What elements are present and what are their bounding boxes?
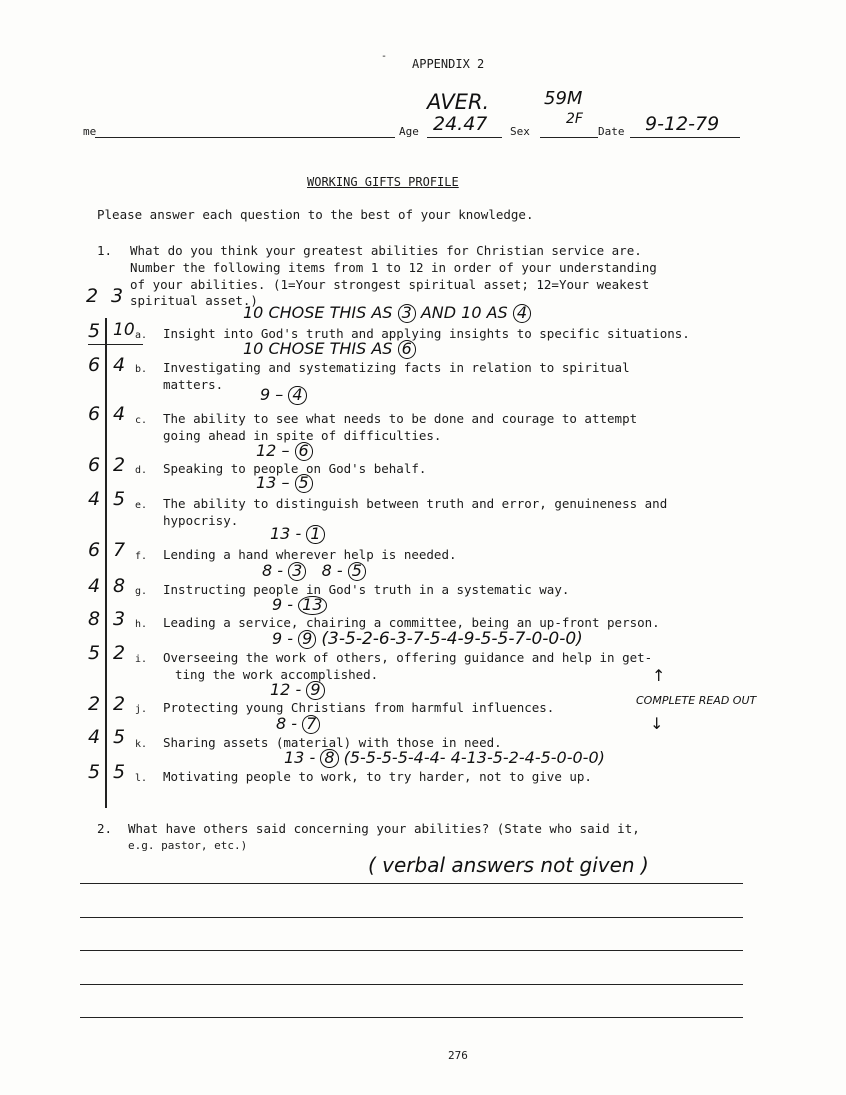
form-title: WORKING GIFTS PROFILE <box>307 175 459 189</box>
instruction-text: Please answer each question to the best of your knowledge. <box>97 207 534 222</box>
hw-note-h-circle: 9 <box>298 630 316 649</box>
hw-left-2: 2 <box>86 285 99 307</box>
item-b-mark1: 6 <box>88 354 101 376</box>
hw-note-chose-circle-1: 3 <box>398 304 416 323</box>
item-j-mark2: 2 <box>113 693 126 715</box>
q2-number: 2. <box>97 821 113 836</box>
margin-line-a <box>88 344 143 345</box>
appendix-tick: - <box>381 51 388 62</box>
hw-note-i: 12 - 9 <box>270 681 325 700</box>
hw-note-h: 9 - 9 (3-5-2-6-3-7-5-4-9-5-5-7-0-0-0) <box>272 629 583 649</box>
item-b-letter: b. <box>135 364 148 375</box>
hw-note-c-circle: 6 <box>295 442 313 461</box>
date-label: Date <box>598 125 625 138</box>
item-f-text: Lending a hand wherever help is needed. <box>163 547 457 562</box>
item-e-mark1: 4 <box>88 488 101 510</box>
item-b-mark2: 4 <box>113 354 126 376</box>
hw-note-e-num: 13 <box>270 524 291 543</box>
item-i-mark1: 5 <box>88 642 101 664</box>
item-b-text-2: matters. <box>163 377 224 392</box>
item-e-text-2: hypocrisy. <box>163 513 239 528</box>
q2-line-1: What have others said concerning your abilities? (State who said it, <box>128 821 640 836</box>
hw-note-c: 12 – 6 <box>256 442 313 461</box>
item-f-letter: f. <box>135 551 148 562</box>
hw-note-f-num2: 8 <box>321 561 332 580</box>
age-line <box>427 137 502 138</box>
item-l-text: Motivating people to work, to try harder, not to give up. <box>163 769 592 784</box>
hw-note-b: 9 – 4 <box>260 386 307 405</box>
answer-line-1 <box>80 883 743 884</box>
hw-note-g-num: 9 <box>272 595 283 614</box>
item-k-mark2: 5 <box>113 726 126 748</box>
item-b-text-1: Investigating and systematizing facts in relation to spiritual <box>163 360 630 375</box>
hw-name-average: AVER. <box>427 90 490 114</box>
item-f-mark1: 6 <box>88 539 101 561</box>
item-h-mark2: 3 <box>113 608 126 630</box>
item-a-mark1: 5 <box>88 320 101 342</box>
q1-line-1: What do you think your greatest abilities for Christian service are. <box>130 243 642 258</box>
hw-note-chose-circle-2: 4 <box>513 304 531 323</box>
item-j-text: Protecting young Christians from harmful influences. <box>163 700 555 715</box>
hw-date: 9-12-79 <box>645 113 720 135</box>
hw-note-c-num: 12 <box>256 441 277 460</box>
hw-sex: 2F <box>566 111 583 127</box>
item-l-mark1: 5 <box>88 761 101 783</box>
hw-note-chose-mid: AND 10 AS <box>420 303 508 322</box>
item-i-letter: i. <box>135 654 148 665</box>
hw-verbal-answer: ( verbal answers not given ) <box>368 853 649 877</box>
hw-note-k: 13 - 8 (5-5-5-5-4-4- 4-13-5-2-4-5-0-0-0) <box>284 748 605 767</box>
item-h-text: Leading a service, chairing a committee, being an up-front person. <box>163 615 660 630</box>
item-c-text-1: The ability to see what needs to be done and courage to attempt <box>163 411 638 426</box>
item-a-mark2: 10 <box>113 320 135 340</box>
hw-note-a-circle: 6 <box>398 340 416 359</box>
hw-down-arrow: ↓ <box>650 714 664 733</box>
item-d-text: Speaking to people on God's behalf. <box>163 461 427 476</box>
hw-age: 24.47 <box>433 113 488 135</box>
item-g-letter: g. <box>135 586 148 597</box>
item-a-text: Insight into God's truth and applying insights to specific situations. <box>163 326 690 341</box>
hw-note-j: 8 - 7 <box>276 715 320 734</box>
item-i-mark2: 2 <box>113 642 126 664</box>
hw-note-d: 13 – 5 <box>256 474 313 493</box>
hw-note-k-circle: 8 <box>320 749 338 768</box>
q2-line-2: e.g. pastor, etc.) <box>128 839 248 852</box>
item-e-text-1: The ability to distinguish between truth and error, genuineness and <box>163 496 668 511</box>
hw-complete-read-out: COMPLETE READ OUT <box>636 694 757 707</box>
hw-sex-59m: 59M <box>544 88 583 109</box>
hw-note-h-num: 9 <box>272 629 283 648</box>
hw-note-f: 8 - 3 8 - 5 <box>262 562 366 581</box>
hw-note-i-circle: 9 <box>306 681 324 700</box>
margin-vertical-line <box>105 318 107 808</box>
item-c-mark1: 6 <box>88 403 101 425</box>
sex-label: Sex <box>510 125 530 138</box>
hw-note-j-num: 8 <box>276 714 287 733</box>
item-h-letter: h. <box>135 619 148 630</box>
hw-note-f-num1: 8 <box>262 561 273 580</box>
hw-note-d-circle: 5 <box>295 474 313 493</box>
hw-note-e-circle: 1 <box>306 525 324 544</box>
item-k-text: Sharing assets (material) with those in need. <box>163 735 502 750</box>
q1-line-2: Number the following items from 1 to 12 in order of your understanding <box>130 260 657 275</box>
hw-note-b-num: 9 <box>260 385 271 404</box>
item-i-text-1: Overseeing the work of others, offering guidance and help in get- <box>163 650 653 665</box>
item-k-mark1: 4 <box>88 726 101 748</box>
appendix-heading: APPENDIX 2 <box>412 57 485 71</box>
answer-line-4 <box>80 984 743 985</box>
hw-note-g: 9 - 13 <box>272 596 327 615</box>
answer-line-3 <box>80 950 743 951</box>
hw-note-d-num: 13 <box>256 473 277 492</box>
hw-note-k-seq: (5-5-5-5-4-4- 4-13-5-2-4-5-0-0-0) <box>343 748 605 767</box>
q1-number: 1. <box>97 243 113 258</box>
hw-note-i-num: 12 <box>270 680 291 699</box>
answer-line-2 <box>80 917 743 918</box>
page-number: 276 <box>448 1049 468 1062</box>
q1-line-4: spiritual asset.) <box>130 293 258 308</box>
hw-note-k-num: 13 <box>284 748 305 767</box>
hw-note-f-circle2: 5 <box>348 562 366 581</box>
item-g-mark1: 4 <box>88 575 101 597</box>
item-g-mark2: 8 <box>113 575 126 597</box>
hw-left-3: 3 <box>111 285 124 307</box>
item-a-letter: a. <box>135 330 148 341</box>
item-d-mark1: 6 <box>88 454 101 476</box>
date-line <box>630 137 740 138</box>
hw-note-j-circle: 7 <box>302 715 320 734</box>
answer-line-5 <box>80 1017 743 1018</box>
hw-note-h-seq: (3-5-2-6-3-7-5-4-9-5-5-7-0-0-0) <box>321 629 583 649</box>
item-d-letter: d. <box>135 465 148 476</box>
hw-note-b-circle: 4 <box>288 386 306 405</box>
q1-line-3: of your abilities. (1=Your strongest spiritual asset; 12=Your weakest <box>130 277 650 292</box>
hw-note-g-circle: 13 <box>298 596 326 615</box>
item-e-letter: e. <box>135 500 148 511</box>
sex-line <box>540 137 598 138</box>
hw-note-a <box>243 340 416 359</box>
name-label: me <box>83 125 97 138</box>
item-i-text-2: ting the work accomplished. <box>175 667 379 682</box>
item-l-letter: l. <box>135 773 148 784</box>
hw-note-f-circle1: 3 <box>288 562 306 581</box>
age-label: Age <box>399 125 419 138</box>
item-j-letter: j. <box>135 704 148 715</box>
hw-note-a-pre: 10 CHOSE THIS AS <box>243 339 393 358</box>
item-c-mark2: 4 <box>113 403 126 425</box>
item-d-mark2: 2 <box>113 454 126 476</box>
item-k-letter: k. <box>135 739 148 750</box>
item-c-text-2: going ahead in spite of difficulties. <box>163 428 442 443</box>
item-f-mark2: 7 <box>113 539 126 561</box>
hw-up-arrow: ↑ <box>652 666 666 685</box>
name-line <box>95 137 395 138</box>
item-l-mark2: 5 <box>113 761 126 783</box>
item-g-text: Instructing people in God's truth in a systematic way. <box>163 582 570 597</box>
item-e-mark2: 5 <box>113 488 126 510</box>
hw-note-chose-pre: 10 CHOSE THIS AS <box>243 303 393 322</box>
hw-note-chose <box>243 304 531 323</box>
hw-note-e: 13 - 1 <box>270 525 325 544</box>
item-j-mark1: 2 <box>88 693 101 715</box>
item-h-mark1: 8 <box>88 608 101 630</box>
item-c-letter: c. <box>135 415 148 426</box>
